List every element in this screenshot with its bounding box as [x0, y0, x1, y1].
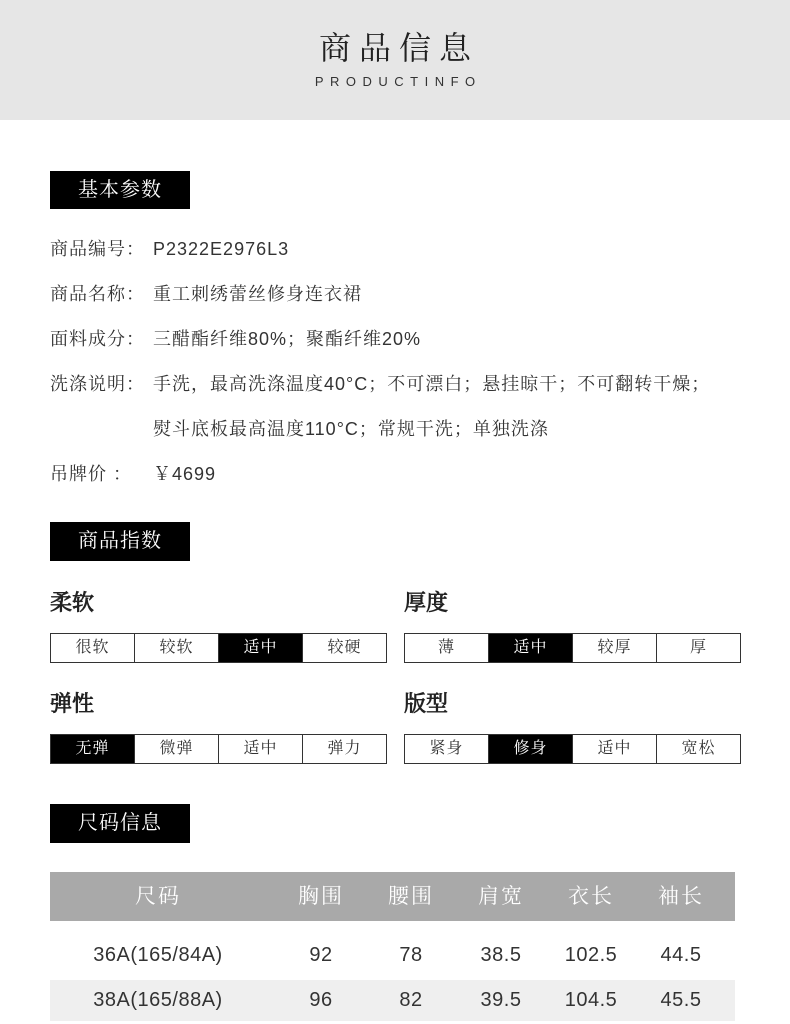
- index-option: 厚: [656, 634, 740, 662]
- table-cell: 36A(165/84A): [93, 944, 223, 966]
- index-scale-elasticity: [50, 734, 387, 764]
- param-row-fabric: [50, 317, 750, 362]
- param-label: 面料成分：: [50, 329, 145, 349]
- index-option: 较厚: [572, 634, 656, 662]
- index-option: 微弹: [134, 735, 218, 763]
- table-cell: 104.5: [564, 989, 618, 1011]
- param-row-product-code: [50, 227, 750, 272]
- index-option: 修身: [488, 735, 572, 763]
- index-option: 适中: [572, 735, 656, 763]
- index-option: 较软: [134, 634, 218, 662]
- table-cell: 102.5: [564, 944, 618, 966]
- section-label-basic-params: 基本参数: [50, 171, 190, 209]
- table-row: [50, 980, 735, 1021]
- param-row-washing: [50, 362, 750, 452]
- index-scale-thickness: [404, 633, 741, 663]
- size-table-header: [50, 872, 735, 921]
- index-option: 很软: [75, 639, 110, 656]
- param-label: 洗涤说明：: [50, 374, 145, 394]
- param-value: 三醋酯纤维80%；聚酯纤维20%: [153, 329, 422, 349]
- column-header: 肩宽: [478, 885, 524, 908]
- index-option: 紧身: [429, 740, 464, 757]
- param-value-line: 熨斗底板最高温度110°C；常规干洗；单独洗涤: [153, 419, 549, 439]
- column-header: 袖长: [658, 885, 704, 908]
- index-option: 无弹: [51, 735, 134, 763]
- table-cell: 82: [399, 989, 423, 1011]
- column-header: 胸围: [298, 885, 344, 908]
- param-label: 商品编号：: [50, 239, 145, 259]
- param-label: 商品名称：: [50, 284, 145, 304]
- index-option: 薄: [437, 639, 455, 656]
- header-title: 商品信息: [318, 30, 479, 66]
- column-header: 衣长: [568, 885, 614, 908]
- index-option: 适中: [218, 735, 302, 763]
- product-info-header: [0, 0, 790, 120]
- table-cell: 44.5: [660, 944, 702, 966]
- section-label-product-index: 商品指数: [50, 522, 190, 561]
- index-option: 适中: [488, 634, 572, 662]
- param-value: ￥4699: [153, 464, 217, 484]
- index-title-thickness: 厚度: [404, 590, 449, 615]
- index-option: 宽松: [656, 735, 740, 763]
- table-row: [50, 921, 735, 980]
- index-scale-softness: [50, 633, 387, 663]
- param-value: [153, 362, 710, 452]
- index-option: 适中: [218, 634, 302, 662]
- table-cell: 38A(165/88A): [93, 989, 223, 1011]
- index-scale-fit: [404, 734, 741, 764]
- table-cell: 38.5: [480, 944, 522, 966]
- index-title-fit: 版型: [404, 691, 449, 716]
- index-title-elasticity: 弹性: [50, 691, 95, 716]
- param-row-product-name: [50, 272, 750, 317]
- param-value-line: 手洗，最高洗涤温度40°C；不可漂白；悬挂晾干；不可翻转干燥；: [153, 374, 711, 394]
- section-label-size-info: 尺码信息: [50, 804, 190, 843]
- table-cell: 78: [399, 944, 423, 966]
- param-value: 重工刺绣蕾丝修身连衣裙: [153, 284, 362, 304]
- table-cell: 39.5: [480, 989, 522, 1011]
- header-subtitle: PRODUCTINFO: [314, 74, 482, 89]
- index-option: 较硬: [302, 634, 386, 662]
- param-value: P2322E2976L3: [153, 239, 290, 259]
- column-header: 腰围: [388, 885, 434, 908]
- size-table: [50, 872, 735, 1021]
- table-cell: 92: [309, 944, 333, 966]
- basic-params-list: [50, 227, 750, 497]
- table-cell: 45.5: [660, 989, 702, 1011]
- table-cell: 96: [309, 989, 333, 1011]
- column-header: 尺码: [135, 885, 181, 908]
- param-row-tag-price: [50, 452, 750, 497]
- param-label: 吊牌价 ：: [50, 464, 133, 484]
- index-option: 弹力: [302, 735, 386, 763]
- index-title-softness: 柔软: [50, 590, 95, 615]
